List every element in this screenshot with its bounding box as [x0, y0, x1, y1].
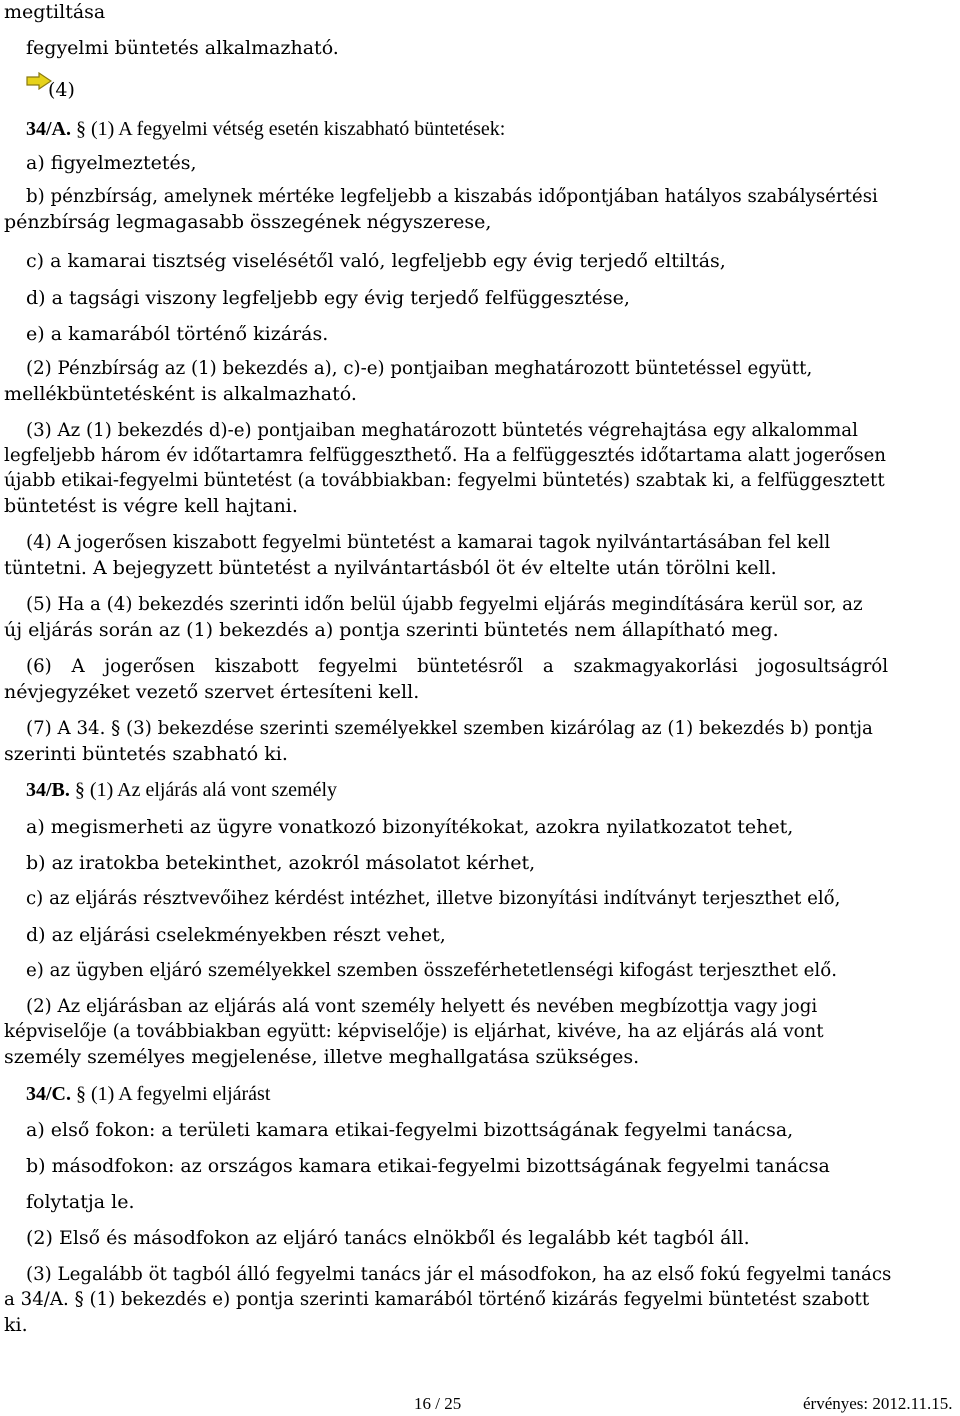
section-number: 34/A.	[26, 118, 71, 140]
list-item	[26, 286, 630, 310]
text-line-content: megtiltása	[4, 1, 106, 23]
text-line-content: (2) Első és másodfokon az eljáró tanács elnökből és legalább két tagból áll.	[26, 1227, 750, 1249]
section-heading	[26, 1082, 270, 1106]
list-item	[26, 815, 793, 839]
text-line-content: tüntetni. A bejegyzett büntetést a nyilvántartásból öt év eltelte után törölni kell.	[4, 557, 777, 579]
text-line	[26, 655, 888, 679]
list-item	[26, 923, 446, 947]
text-line	[26, 531, 830, 555]
text-line-content: névjegyzéket vezető szervet értesíteni kell.	[4, 681, 420, 703]
text-line	[4, 469, 885, 493]
paragraph-number: (4)	[48, 79, 75, 101]
text-line	[26, 185, 878, 209]
text-line	[4, 444, 886, 468]
text-line	[26, 357, 812, 381]
text-line-content: mellékbüntetésként is alkalmazható.	[4, 383, 357, 405]
text-line-content: (5) Ha a (4) bekezdés szerinti időn belül újabb fegyelmi eljárás megindítására kerül sor, az	[26, 594, 863, 615]
list-item	[26, 851, 535, 875]
section-text: § (1) A fegyelmi eljárást	[76, 1083, 271, 1105]
page-number: 16 / 25	[414, 1394, 462, 1413]
list-item-text: c) a kamarai tisztség viselésétől való, legfeljebb egy évig terjedő eltiltás,	[26, 250, 726, 272]
text-line-content: b) pénzbírság, amelynek mértéke legfeljebb a kiszabás időpontjában hatályos szabálysértési	[26, 186, 878, 207]
text-line-content: szerinti büntetés szabható ki.	[4, 743, 288, 765]
text-line-content: (3) Legalább öt tagból álló fegyelmi tanács jár el másodfokon, ha az első fokú fegyelmi tanács	[26, 1264, 892, 1285]
text-line	[4, 382, 357, 406]
text-line	[26, 419, 858, 443]
text-line	[48, 78, 75, 102]
text-line-content: fegyelmi büntetés alkalmazható.	[26, 37, 339, 59]
list-item-text: b) az iratokba betekinthet, azokról másolatot kérhet,	[26, 852, 536, 874]
text-line	[26, 995, 817, 1019]
text-line-content: (7) A 34. § (3) bekezdése szerinti személyekkel szemben kizárólag az (1) bekezdés b) pontja	[26, 718, 873, 739]
list-item-text: e) a kamarából történő kizárás.	[26, 323, 329, 345]
text-line-content: személy személyes megjelenése, illetve meghallgatása szükséges.	[4, 1046, 640, 1068]
text-line	[4, 210, 491, 234]
text-line-content: (6) A jogerősen kiszabott fegyelmi büntetésről a szakmagyakorlási jogosultságról	[26, 656, 889, 677]
section-heading	[26, 117, 505, 141]
text-line-content: pénzbírság legmagasabb összegének négyszerese,	[4, 211, 492, 233]
text-line-content: (4) A jogerősen kiszabott fegyelmi büntetést a kamarai tagok nyilvántartásában fel kell	[26, 532, 831, 553]
text-line	[4, 1313, 28, 1337]
text-line-content: legfeljebb három év időtartamra felfüggeszthető. Ha a felfüggesztés időtartama alatt jogerősen	[4, 445, 886, 466]
section-text: § (1) Az eljárás alá vont személy	[74, 779, 338, 801]
list-item-text: d) az eljárási cselekményekben részt vehet,	[26, 924, 446, 946]
list-item-text: b) másodfokon: az országos kamara etikai-fegyelmi bizottságának fegyelmi tanácsa	[26, 1155, 830, 1177]
list-item-text: c) az eljárás résztvevőihez kérdést intézhet, illetve bizonyítási indítványt terjeszthet elő,	[26, 888, 841, 909]
text-line-content: (2) Pénzbírság az (1) bekezdés a), c)-e) pontjaiban meghatározott büntetéssel együtt,	[26, 358, 813, 379]
text-line	[26, 1263, 891, 1287]
text-line-content: büntetést is végre kell hajtani.	[4, 495, 298, 517]
text-line	[26, 593, 863, 617]
text-line	[4, 1288, 869, 1312]
text-line-content: (2) Az eljárásban az eljárás alá vont személy helyett és nevében megbízottja vagy jogi	[26, 996, 818, 1017]
text-line	[26, 1190, 135, 1214]
text-line	[26, 717, 873, 741]
text-line-content: újabb etikai-fegyelmi büntetést (a továbbiakban: fegyelmi büntetés) szabtak ki, a felfüggesztett	[4, 470, 885, 491]
text-line-content: a 34/A. § (1) bekezdés e) pontja szerinti kamarából történő kizárás fegyelmi büntetést szabott	[4, 1289, 870, 1310]
section-number: 34/C.	[26, 1083, 71, 1105]
text-line	[26, 36, 339, 60]
text-line	[4, 556, 777, 580]
list-item	[26, 1154, 830, 1178]
text-line	[4, 1020, 824, 1044]
list-item	[26, 959, 837, 983]
list-item	[26, 249, 726, 273]
text-line	[4, 0, 105, 24]
text-line	[4, 742, 288, 766]
list-item-text: a) első fokon: a területi kamara etikai-fegyelmi bizottságának fegyelmi tanácsa,	[26, 1119, 794, 1141]
text-line-content: ki.	[4, 1314, 28, 1336]
list-item	[26, 887, 840, 911]
text-line	[26, 1226, 750, 1250]
text-line-content: képviselője (a továbbiakban együtt: képviselője) is eljárhat, kivéve, ha az eljárás alá vont	[4, 1021, 824, 1042]
list-item-text: a) megismerheti az ügyre vonatkozó bizonyítékokat, azokra nyilatkozatot tehet,	[26, 816, 794, 838]
validity-date: érvényes: 2012.11.15.	[803, 1394, 953, 1413]
list-item	[26, 151, 197, 175]
list-item-text: e) az ügyben eljáró személyekkel szemben összeférhetetlenségi kifogást terjeszthet elő.	[26, 960, 837, 981]
list-item	[26, 322, 328, 346]
text-line	[4, 494, 298, 518]
list-item-text: d) a tagsági viszony legfeljebb egy évig terjedő felfüggesztése,	[26, 287, 630, 309]
text-line-content: (3) Az (1) bekezdés d)-e) pontjaiban meghatározott büntetés végrehajtása egy alkalommal	[26, 420, 858, 441]
text-line	[4, 680, 419, 704]
section-text: § (1) A fegyelmi vétség esetén kiszabható büntetések:	[76, 118, 506, 140]
text-line-content: folytatja le.	[26, 1191, 135, 1213]
text-line	[4, 1045, 639, 1069]
text-line	[4, 618, 779, 642]
section-heading	[26, 778, 337, 802]
list-item	[26, 1118, 793, 1142]
section-number: 34/B.	[26, 779, 70, 801]
list-item-text: a) figyelmeztetés,	[26, 152, 197, 174]
text-line-content: új eljárás során az (1) bekezdés a) pontja szerinti büntetés nem állapítható meg.	[4, 619, 779, 641]
